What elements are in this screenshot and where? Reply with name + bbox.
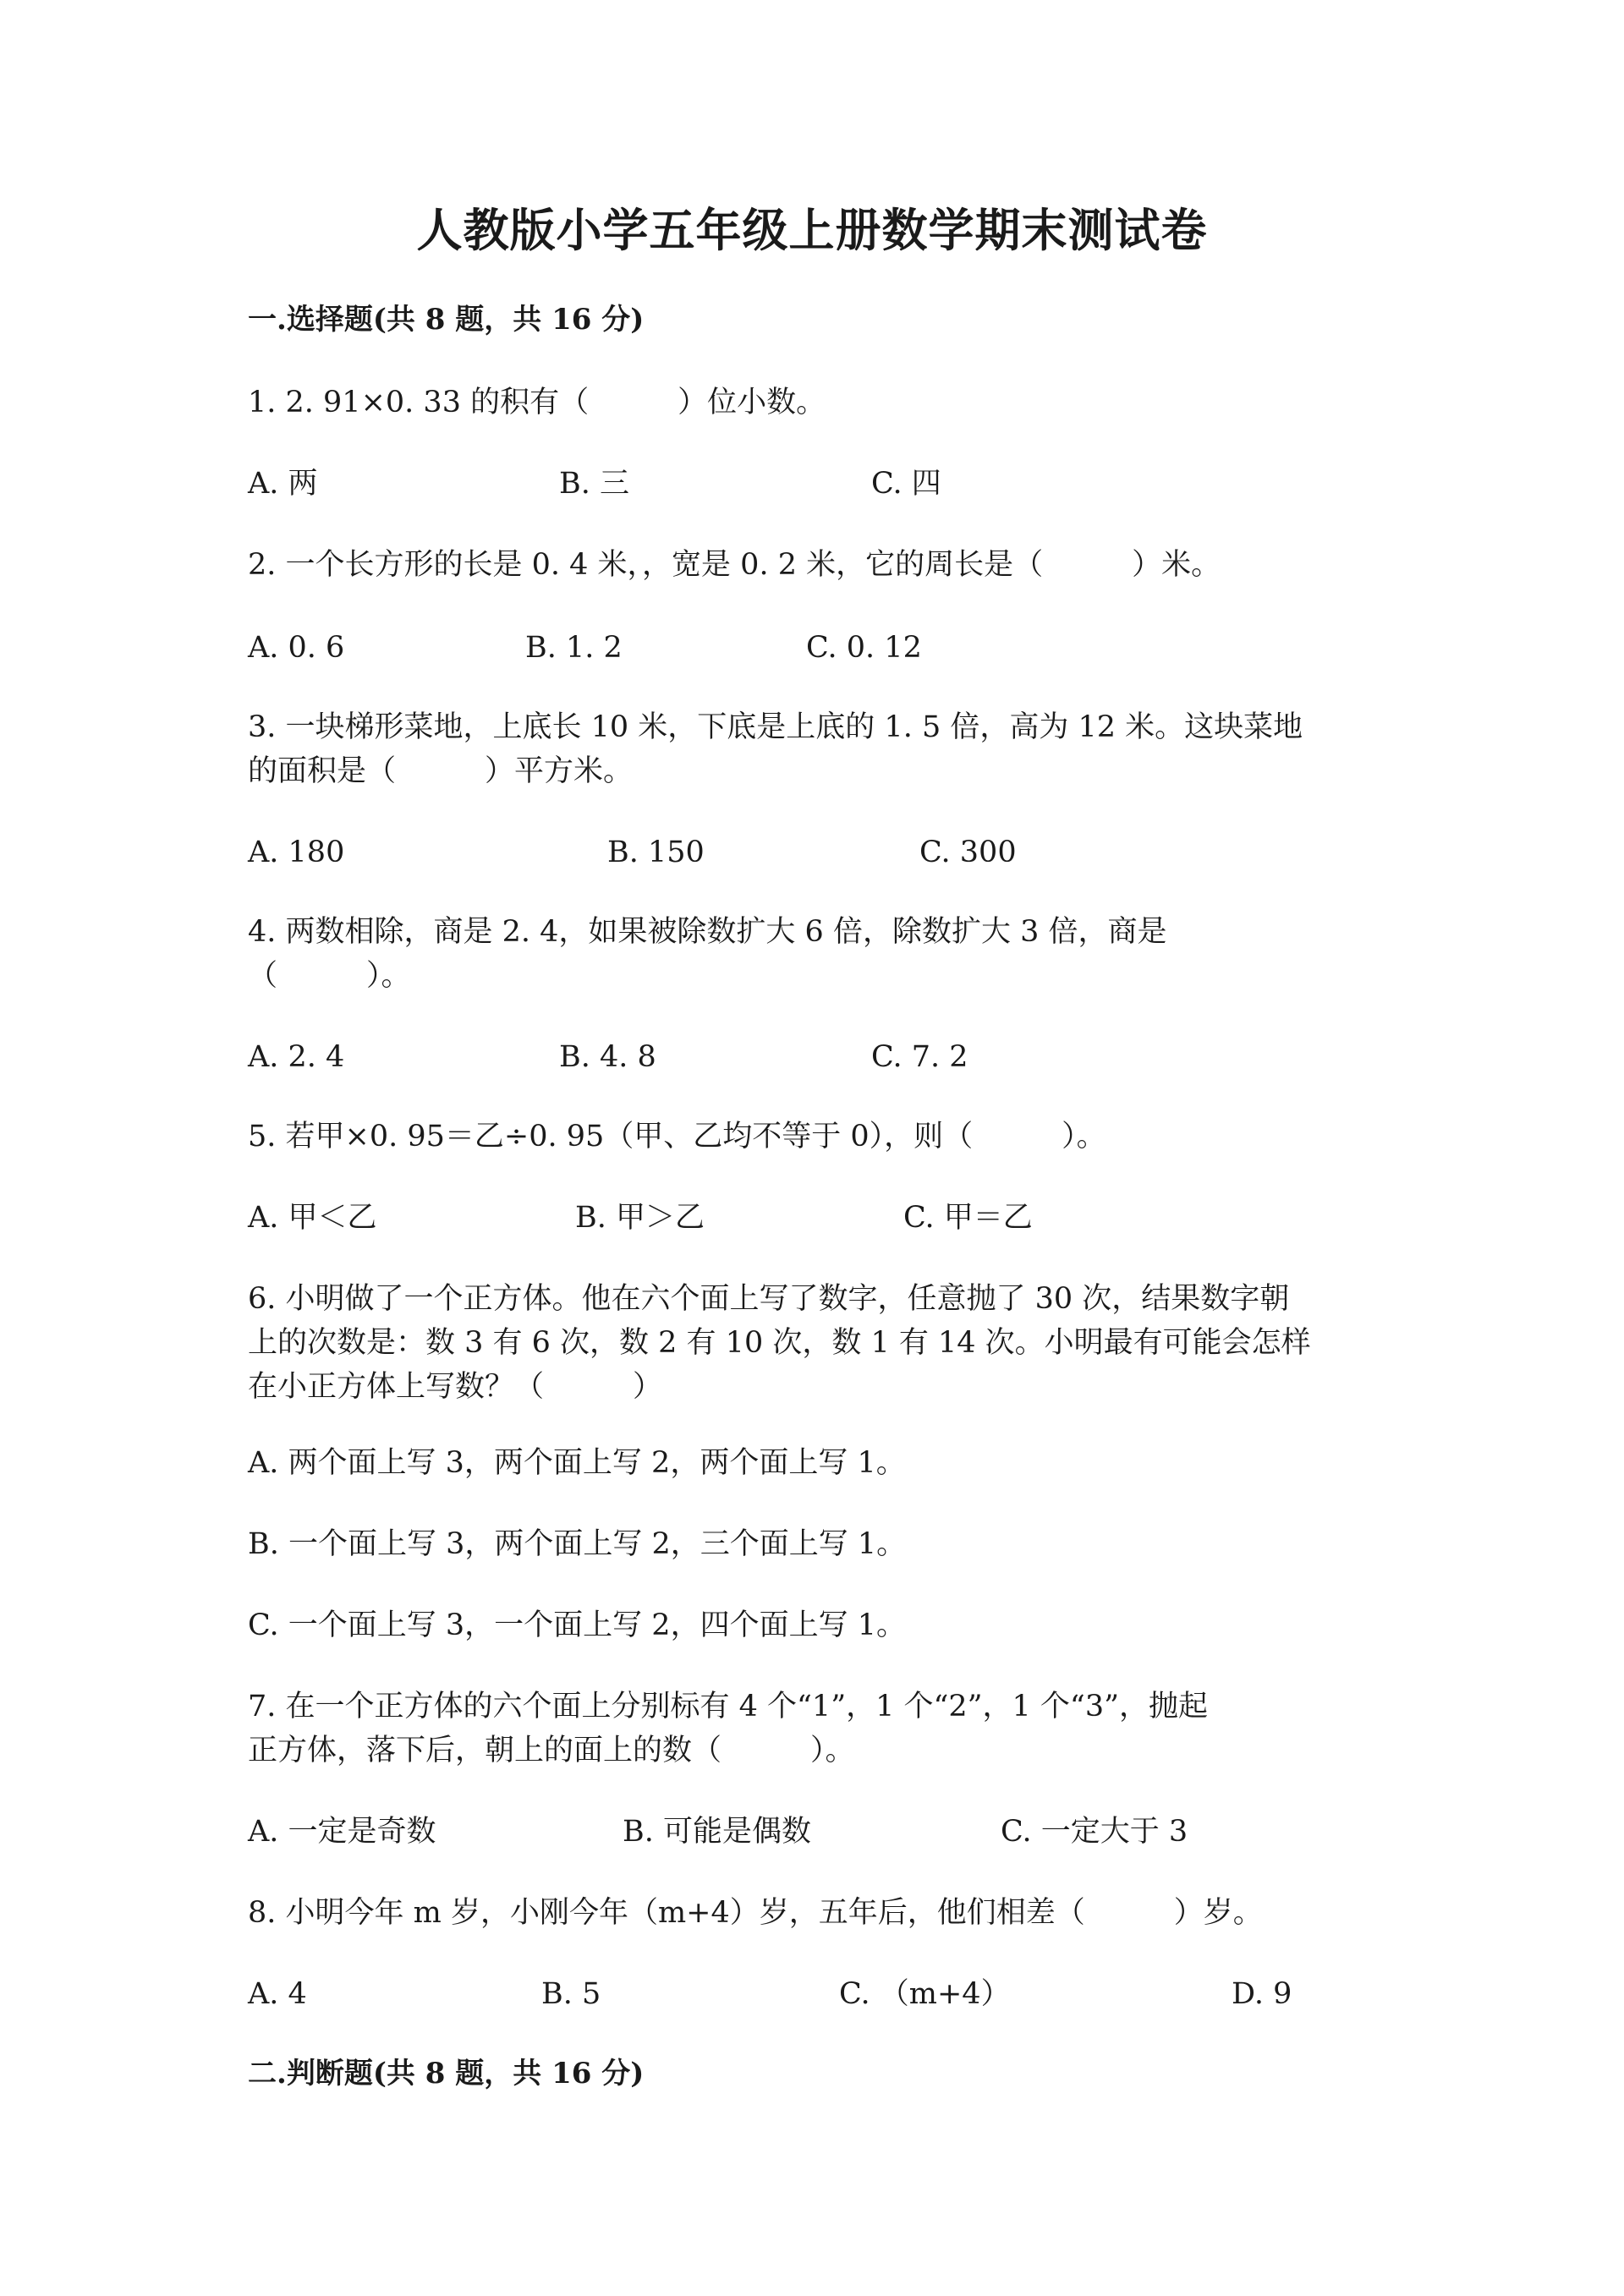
question-3-options [248, 830, 1381, 874]
question-text-line: 7. 在一个正方体的六个面上分别标有 4 个“1”，1 个“2”，1 个“3”，抛起 [248, 1690, 1208, 1723]
page-title: 人教版小学五年级上册数学期末测试卷 [416, 203, 1208, 257]
question-text-line: 4. 两数相除，商是 2. 4，如果被除数扩大 6 倍，除数扩大 3 倍，商是 [248, 915, 1167, 949]
question-5 [248, 1115, 1381, 1159]
question-text-line: 的面积是（ ）平方米。 [248, 754, 634, 788]
option-b: B. 三 [559, 467, 629, 501]
question-5-options [248, 1196, 1381, 1240]
option-b: B. 可能是偶数 [623, 1815, 811, 1849]
question-8-options [248, 1972, 1381, 2016]
option-b: B. 4. 8 [559, 1040, 656, 1074]
question-4 [248, 910, 1381, 998]
option-c: C. 一定大于 3 [1001, 1815, 1188, 1849]
question-text-line: 1. 2. 91×0. 33 的积有（ ）位小数。 [248, 386, 826, 419]
question-2-options [248, 626, 1381, 670]
option-c: C. 0. 12 [806, 631, 922, 665]
question-6-option-a: A. 两个面上写 3，两个面上写 2，两个面上写 1。 [248, 1446, 906, 1480]
question-6-option-c: C. 一个面上写 3，一个面上写 2，四个面上写 1。 [248, 1608, 906, 1642]
option-a: A. 4 [248, 1977, 307, 2011]
question-3 [248, 705, 1381, 793]
question-text-line: 在小正方体上写数？（ ） [248, 1370, 663, 1404]
option-d: D. 9 [1232, 1977, 1292, 2011]
question-text-line: （ ）。 [248, 959, 411, 993]
question-2 [248, 543, 1381, 587]
question-text-line: 上的次数是：数 3 有 6 次，数 2 有 10 次，数 1 有 14 次。小明最有可能会怎样 [248, 1326, 1311, 1360]
question-text-line: 正方体，落下后，朝上的面上的数（ ）。 [248, 1734, 855, 1767]
question-4-options [248, 1035, 1381, 1079]
option-a: A. 0. 6 [248, 631, 345, 665]
question-8 [248, 1891, 1381, 1935]
option-a: A. 甲＜乙 [248, 1201, 377, 1235]
option-b: B. 150 [607, 836, 705, 869]
section-heading-true-false: 二.判断题(共 8 题，共 16 分) [248, 2057, 645, 2091]
question-text-line: 6. 小明做了一个正方体。他在六个面上写了数字，任意抛了 30 次，结果数字朝 [248, 1282, 1290, 1316]
option-a: A. 一定是奇数 [248, 1815, 436, 1849]
question-7-options [248, 1810, 1381, 1854]
question-text-line: 3. 一块梯形菜地，上底长 10 米，下底是上底的 1. 5 倍，高为 12 米。这块菜地 [248, 710, 1303, 744]
question-6-option-b: B. 一个面上写 3，两个面上写 2，三个面上写 1。 [248, 1527, 907, 1561]
question-1 [248, 381, 1381, 425]
question-7 [248, 1685, 1381, 1773]
option-c: C. （m+4） [839, 1977, 1011, 2011]
section-heading-multiple-choice: 一.选择题(共 8 题，共 16 分) [248, 303, 645, 337]
option-a: A. 180 [248, 836, 345, 869]
option-c: C. 300 [919, 836, 1017, 869]
option-a: A. 两 [248, 467, 318, 501]
option-c: C. 7. 2 [871, 1040, 968, 1074]
question-text-line: 8. 小明今年 m 岁，小刚今年（m+4）岁，五年后，他们相差（ ）岁。 [248, 1896, 1263, 1930]
option-a: A. 2. 4 [248, 1040, 345, 1074]
option-c: C. 四 [871, 467, 941, 501]
question-6 [248, 1277, 1381, 1409]
option-b: B. 1. 2 [525, 631, 623, 665]
option-b: B. 甲＞乙 [575, 1201, 705, 1235]
option-c: C. 甲＝乙 [903, 1201, 1033, 1235]
question-text-line: 5. 若甲×0. 95＝乙÷0. 95（甲、乙均不等于 0），则（ ）。 [248, 1120, 1106, 1153]
option-b: B. 5 [541, 1977, 601, 2011]
question-1-options [248, 462, 1381, 506]
question-text-line: 2. 一个长方形的长是 0. 4 米，，宽是 0. 2 米，它的周长是（ ）米。 [248, 548, 1221, 582]
